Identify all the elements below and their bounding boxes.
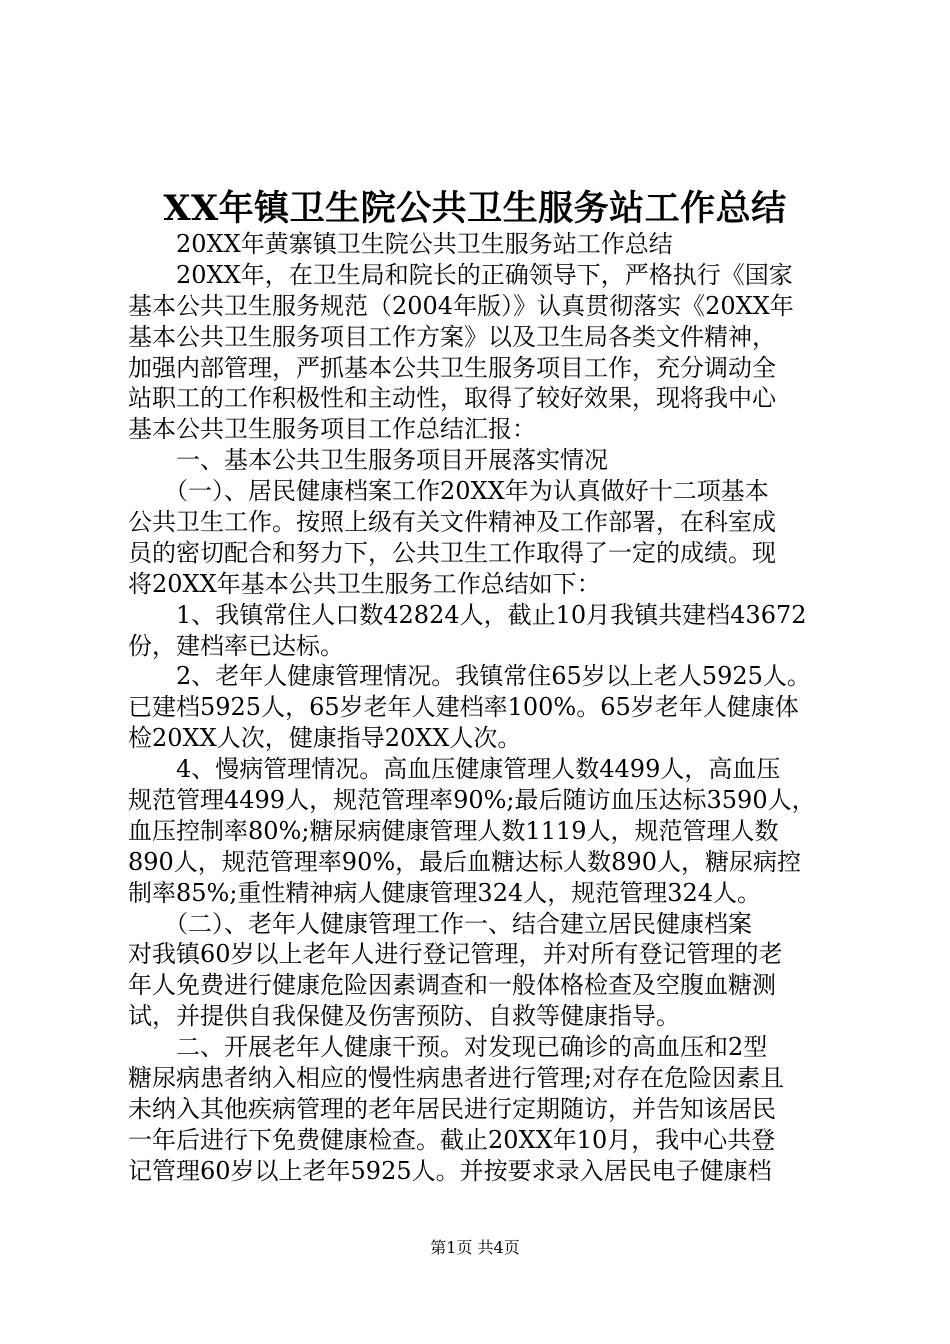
body-line: 一年后进行下免费健康检查。截止20XX年10月，我中心共登 bbox=[128, 1125, 776, 1154]
body-line: 糖尿病患者纳入相应的慢性病患者进行管理;对存在危险因素且 bbox=[128, 1064, 785, 1093]
body-line: 员的密切配合和努力下，公共卫生工作取得了一定的成绩。现 bbox=[128, 538, 776, 567]
body-line: 20XX年黄寨镇卫生院公共卫生服务站工作总结 bbox=[128, 230, 673, 258]
document-title: XX年镇卫生院公共卫生服务站工作总结 bbox=[163, 188, 787, 229]
body-line: 试，并提供自我保健及伤害预防、自救等健康指导。 bbox=[128, 1002, 680, 1031]
body-line: 20XX年，在卫生局和院长的正确领导下，严格执行《国家 bbox=[128, 260, 793, 289]
body-line: 基本公共卫生服务项目工作总结汇报： bbox=[128, 415, 536, 444]
body-line: 未纳入其他疾病管理的老年居民进行定期随访，并告知该居民 bbox=[128, 1094, 776, 1123]
body-line: 份，建档率已达标。 bbox=[128, 631, 344, 660]
body-line: 站职工的工作积极性和主动性，取得了较好效果，现将我中心 bbox=[128, 384, 776, 413]
body-line: 制率85%;重性精神病人健康管理324人，规范管理324人。 bbox=[128, 878, 762, 907]
body-line: 基本公共卫生服务规范（2004年版）》认真贯彻落实《20XX年 bbox=[128, 291, 794, 320]
body-line: 血压控制率80%;糖尿病健康管理人数1119人，规范管理人数 bbox=[128, 816, 779, 845]
body-line: 基本公共卫生服务项目工作方案》以及卫生局各类文件精神， bbox=[128, 322, 776, 351]
body-line: 加强内部管理，严抓基本公共卫生服务项目工作，充分调动全 bbox=[128, 353, 776, 382]
body-line: 1、我镇常住人口数42824人，截止10月我镇共建档43672 bbox=[128, 600, 807, 629]
body-line: 规范管理4499人，规范管理率90%;最后随访血压达标3590人， bbox=[128, 786, 816, 815]
body-line: 对我镇60岁以上老年人进行登记管理，并对所有登记管理的老 bbox=[128, 940, 783, 969]
body-line: （二）、老年人健康管理工作一、结合建立居民健康档案 bbox=[128, 909, 752, 938]
body-line: 公共卫生工作。按照上级有关文件精神及工作部署，在科室成 bbox=[128, 508, 776, 537]
body-line: 检20XX人次，健康指导20XX人次。 bbox=[128, 724, 522, 753]
body-line: 890人，规范管理率90%，最后血糖达标人数890人，糖尿病控 bbox=[128, 847, 801, 876]
body-line: 4、慢病管理情况。高血压健康管理人数4499人，高血压 bbox=[128, 755, 781, 784]
body-line: 年人免费进行健康危险因素调查和一般体格检查及空腹血糖测 bbox=[128, 971, 776, 1000]
body-line: 将20XX年基本公共卫生服务工作总结如下： bbox=[128, 569, 601, 598]
body-line: 一、基本公共卫生服务项目开展落实情况 bbox=[128, 446, 608, 475]
page-footer: 第1页 共4页 bbox=[430, 1238, 520, 1257]
body-line: 记管理60岁以上老年5925人。并按要求录入居民电子健康档 bbox=[128, 1156, 772, 1185]
body-line: 二、开展老年人健康干预。对发现已确诊的高血压和2型 bbox=[128, 1033, 768, 1062]
body-line: （一）、居民健康档案工作20XX年为认真做好十二项基本 bbox=[128, 477, 769, 506]
body-line: 2、老年人健康管理情况。我镇常住65岁以上老人5925人。 bbox=[128, 662, 811, 691]
document-body bbox=[128, 229, 840, 1187]
body-line: 已建档5925人，65岁老年人建档率100%。65岁老年人健康体 bbox=[128, 693, 799, 722]
